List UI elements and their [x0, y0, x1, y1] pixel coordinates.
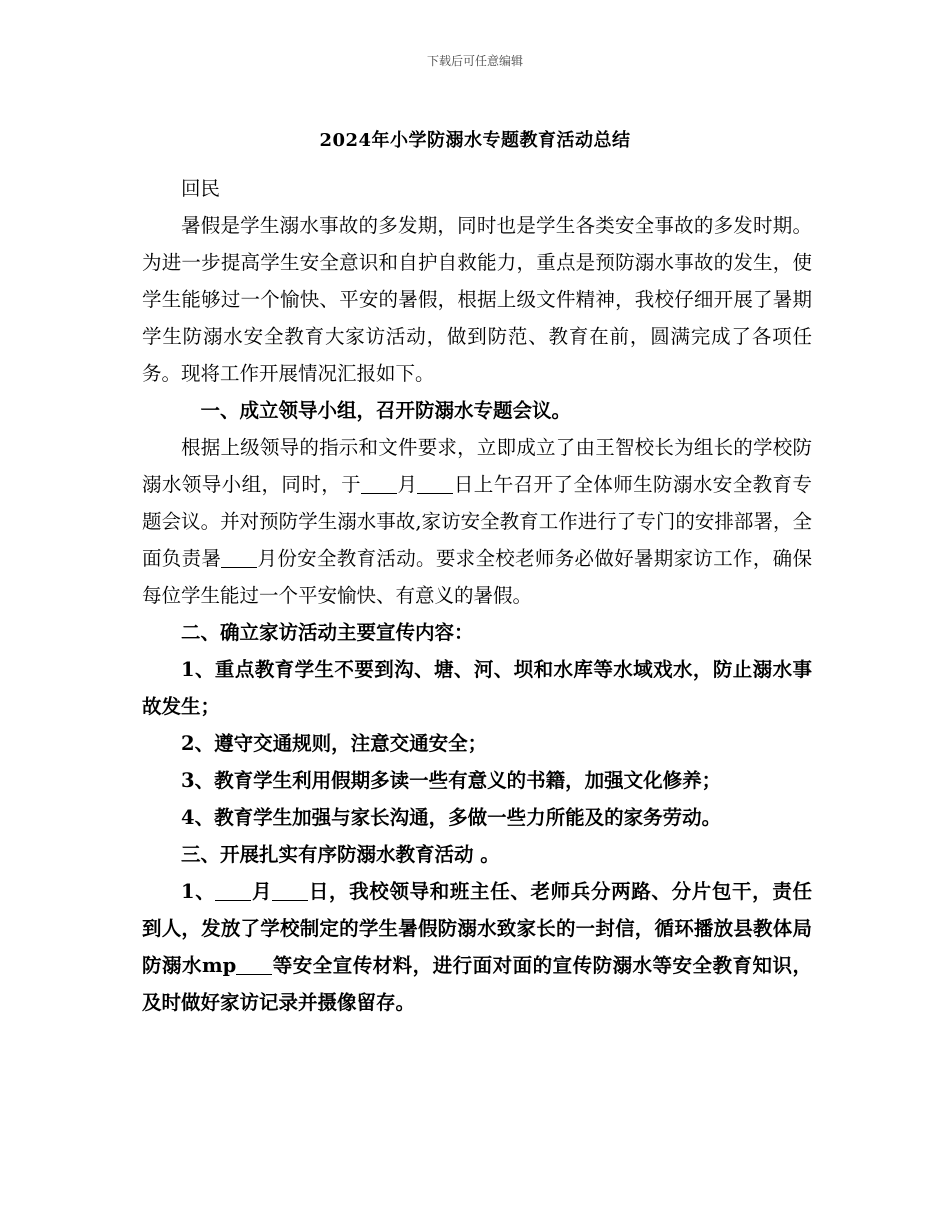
list-item: 2、遵守交通规则，注意交通安全；: [181, 732, 488, 755]
document-title: 2024年小学防溺水专题教育活动总结: [319, 130, 631, 151]
blank-line: [236, 955, 272, 976]
section-1-text-d: 月份安全教育活动。要求全校老师务必做好暑期家访工作，确保每位学生能过一个平安愉快、有意义的暑假。: [142, 547, 812, 607]
list-item: 1、重点教育学生不要到沟、塘、河、坝和水库等水域戏水，防止溺水事故发生；: [142, 658, 812, 718]
section-3-paragraph: [142, 873, 812, 1021]
document-body: [142, 170, 812, 1021]
blank-line: [221, 548, 257, 569]
section-1-text-c: 日上午召开了全体师生防溺水安全教育专题会议。并对预防学生溺水事故,家访安全教育工作进行了专门的安排部署，全面负责暑: [142, 473, 812, 570]
blank-line: [417, 474, 453, 495]
section-1-heading: 一、成立领导小组，召开防溺水专题会议。: [200, 399, 572, 422]
section-2-heading: 二、确立家访活动主要宣传内容：: [181, 621, 474, 644]
header-note: 下载后可任意编辑: [426, 54, 523, 68]
author-line: 回民: [181, 177, 221, 200]
blank-line: [361, 474, 397, 495]
section-3-text-d: 等安全宣传材料，进行面对面的宣传防溺水等安全教育知识，及时做好家访记录并摄像留存。: [142, 954, 812, 1014]
section-1-text-a: 根据上级领导的指示和文件要求，立即成立了由王智校长为组长的学校防溺水领导小组，同时，于: [142, 436, 812, 496]
section-3-text-c: 日，我校领导和班主任、老师兵分两路、分片包干，责任到人，发放了学校制定的学生暑假防溺水致家长的一封信，循环播放县教体局防溺水mp: [142, 880, 812, 977]
section-3-heading: 三、开展扎实有序防溺水教育活动 。: [181, 843, 500, 866]
section-1-text-b: 月: [397, 473, 418, 496]
list-item: 4、教育学生加强与家长沟通，多做一些力所能及的家务劳动。: [181, 806, 722, 829]
blank-line: [272, 881, 308, 902]
section-3-text-a: 1、: [181, 880, 216, 903]
blank-line: [215, 881, 251, 902]
intro-paragraph: 暑假是学生溺水事故的多发期，同时也是学生各类安全事故的多发时期。为进一步提高学生安全意识和自护自救能力，重点是预防溺水事故的发生，使学生能够过一个愉快、平安的暑假，根据上级文件精神，我校仔细开展了暑期学生防溺水安全教育大家访活动，做到防范、教育在前，圆满完成了各项任务。现将工作开展情况汇报如下。: [142, 214, 812, 385]
list-item: 3、教育学生利用假期多读一些有意义的书籍，加强文化修养；: [181, 769, 722, 792]
section-1-paragraph: [142, 429, 812, 614]
section-3-text-b: 月: [251, 880, 273, 903]
